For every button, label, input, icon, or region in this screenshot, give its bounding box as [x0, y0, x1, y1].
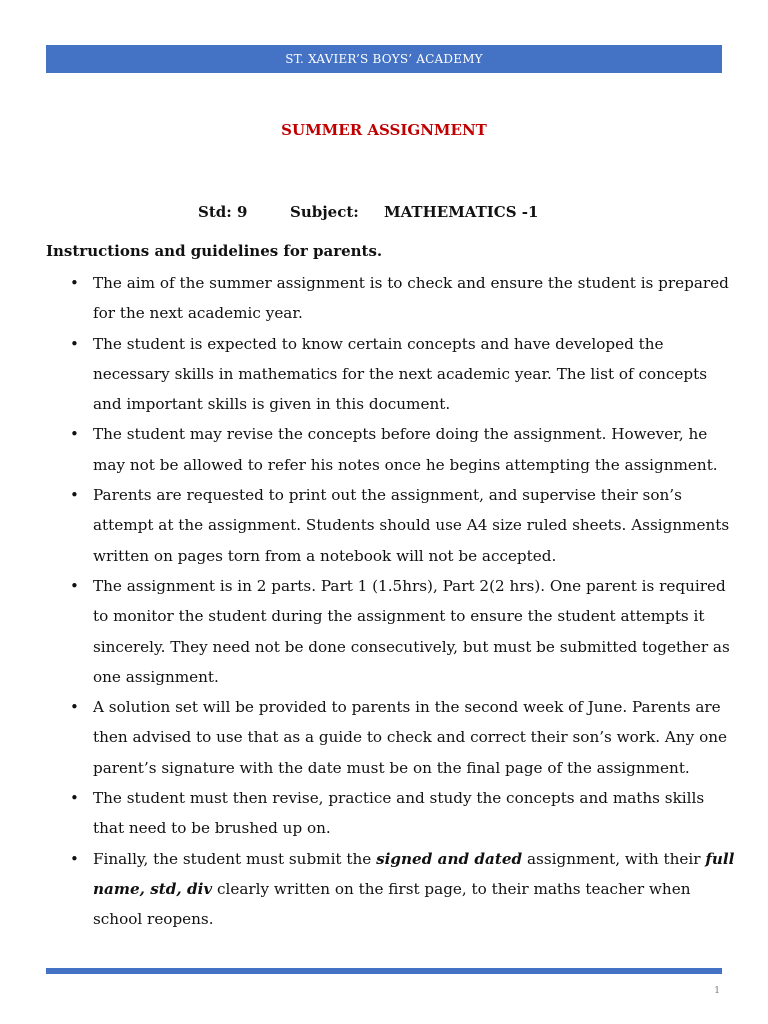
list-item: • A solution set will be provided to parents in the second week of June. Parents are then advised to use that as a guide to check and correct their son’s work. Any one parent’s signature with the date must be on the final page of the assignment. — [46, 692, 736, 783]
instructions-list — [46, 268, 736, 935]
final-text-2: assignment, with their — [522, 849, 706, 868]
school-name: ST. XAVIER’S BOYS’ ACADEMY — [285, 52, 483, 66]
name-std-div-emphasis: full name, std, div — [93, 849, 735, 898]
list-item: • The assignment is in 2 parts. Part 1 (1.5hrs), Part 2(2 hrs). One parent is required to monitor the student during the assignment to ensure the student attempts it sincerely. They need not be done consecutively, but must be submitted together as one assignment. — [46, 571, 736, 692]
list-item-final — [46, 844, 736, 935]
list-item: • The student may revise the concepts before doing the assignment. However, he may not be allowed to refer his notes once he begins attempting the assignment. — [46, 419, 736, 480]
list-item: • The student must then revise, practice and study the concepts and maths skills that need to be brushed up on. — [46, 783, 736, 844]
document-title: SUMMER ASSIGNMENT — [281, 121, 487, 139]
instructions-heading: Instructions and guidelines for parents. — [46, 242, 383, 260]
list-item: • The aim of the summer assignment is to check and ensure the student is prepared for the next academic year. — [46, 268, 736, 329]
list-item: • The student is expected to know certain concepts and have developed the necessary skills in mathematics for the next academic year. The list of concepts and important skills is given in this document. — [46, 329, 736, 420]
list-item: • Parents are requested to print out the assignment, and supervise their son’s attempt at the assignment. Students should use A4 size ruled sheets. Assignments written on pages torn from a notebook will not be accepted. — [46, 480, 736, 571]
page-number: 1 — [714, 986, 720, 996]
final-text-3: clearly written on the first page, to their maths teacher when school reopens. — [93, 879, 691, 929]
final-text-1: Finally, the student must submit the — [93, 849, 377, 868]
subject-value: MATHEMATICS -1 — [384, 203, 539, 221]
subject-label: Subject: — [290, 203, 359, 221]
std-label: Std: 9 — [198, 203, 248, 221]
signed-dated-emphasis: signed and dated — [376, 849, 523, 868]
school-header-bar — [46, 45, 722, 73]
footer-bar — [46, 968, 722, 974]
